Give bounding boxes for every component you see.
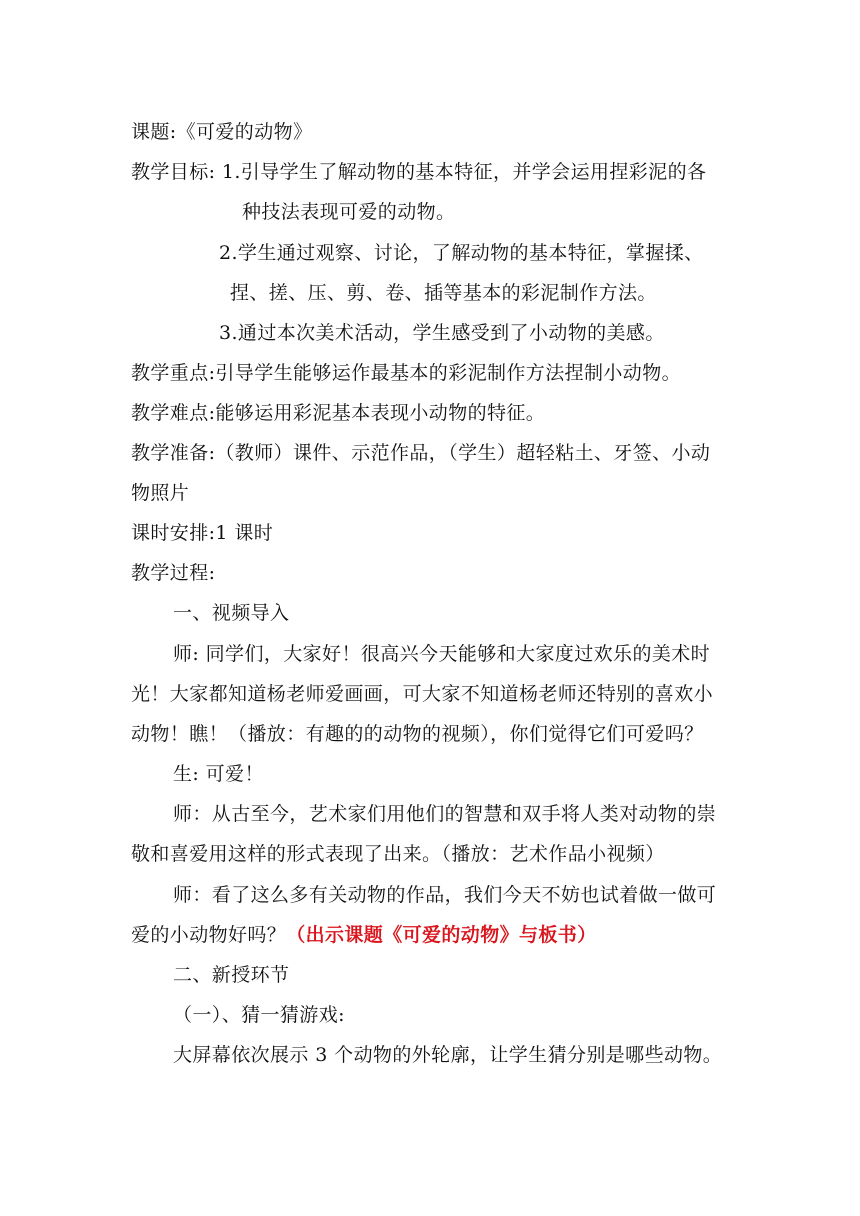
- section-2-title: 二、新授环节: [173, 964, 290, 986]
- difficulty: 教学难点:能够运用彩泥基本表现小动物的特征。: [131, 402, 546, 424]
- schedule: 课时安排:1 课时: [131, 522, 274, 544]
- goal-1-part2: 种技法表现可爱的动物。: [242, 201, 456, 223]
- board-note-highlight: （出示课题《可爱的动物》与板书）: [286, 924, 597, 946]
- teacher-1-line3: 动物！瞧！（播放：有趣的的动物的视频），你们觉得它们可爱吗？: [131, 723, 704, 745]
- lesson-topic: 课题:《可爱的动物》: [131, 121, 313, 143]
- goal-1-part1: 1.引导学生了解动物的基本特征，并学会运用捏彩泥的各: [221, 161, 707, 183]
- goal-2-part2: 捏、搓、压、剪、卷、插等基本的彩泥制作方法。: [230, 282, 657, 304]
- teaching-goals-label: 教学目标:: [131, 161, 222, 183]
- teacher-3-line2: [131, 922, 597, 948]
- section-1-title: 一、视频导入: [173, 602, 290, 624]
- teacher-3-line2-text: 爱的小动物好吗？: [131, 924, 287, 946]
- teaching-goals-line1: [131, 159, 706, 185]
- goal-3: 3.通过本次美术活动，学生感受到了小动物的美感。: [219, 322, 665, 344]
- key-point: 教学重点:引导学生能够运作最基本的彩泥制作方法捏制小动物。: [131, 362, 682, 384]
- game-description: 大屏幕依次展示 3 个动物的外轮廓，让学生猜分别是哪些动物。: [173, 1044, 723, 1066]
- preparation-line2: 物照片: [131, 482, 190, 504]
- teacher-1-line1: 师: 同学们，大家好！很高兴今天能够和大家度过欢乐的美术时: [173, 643, 711, 665]
- teacher-2-line2: 敬和喜爱用这样的形式表现了出来。（播放：艺术作品小视频）: [131, 843, 665, 865]
- process-label: 教学过程:: [131, 562, 216, 584]
- student-1: 生: 可爱！: [173, 763, 264, 785]
- subsection-1-title: （一）、猜一猜游戏:: [173, 1004, 345, 1026]
- teacher-2-line1: 师：从古至今，艺术家们用他们的智慧和双手将人类对动物的崇: [173, 803, 717, 825]
- goal-2-part1: 2.学生通过观察、讨论，了解动物的基本特征，掌握揉、: [219, 242, 704, 264]
- preparation-line1: 教学准备:（教师）课件、示范作品，（学生）超轻粘土、牙签、小动: [131, 442, 711, 464]
- teacher-3-line1: 师：看了这么多有关动物的作品，我们今天不妨也试着做一做可: [173, 884, 717, 906]
- teacher-1-line2: 光！大家都知道杨老师爱画画，可大家不知道杨老师还特别的喜欢小: [131, 683, 714, 705]
